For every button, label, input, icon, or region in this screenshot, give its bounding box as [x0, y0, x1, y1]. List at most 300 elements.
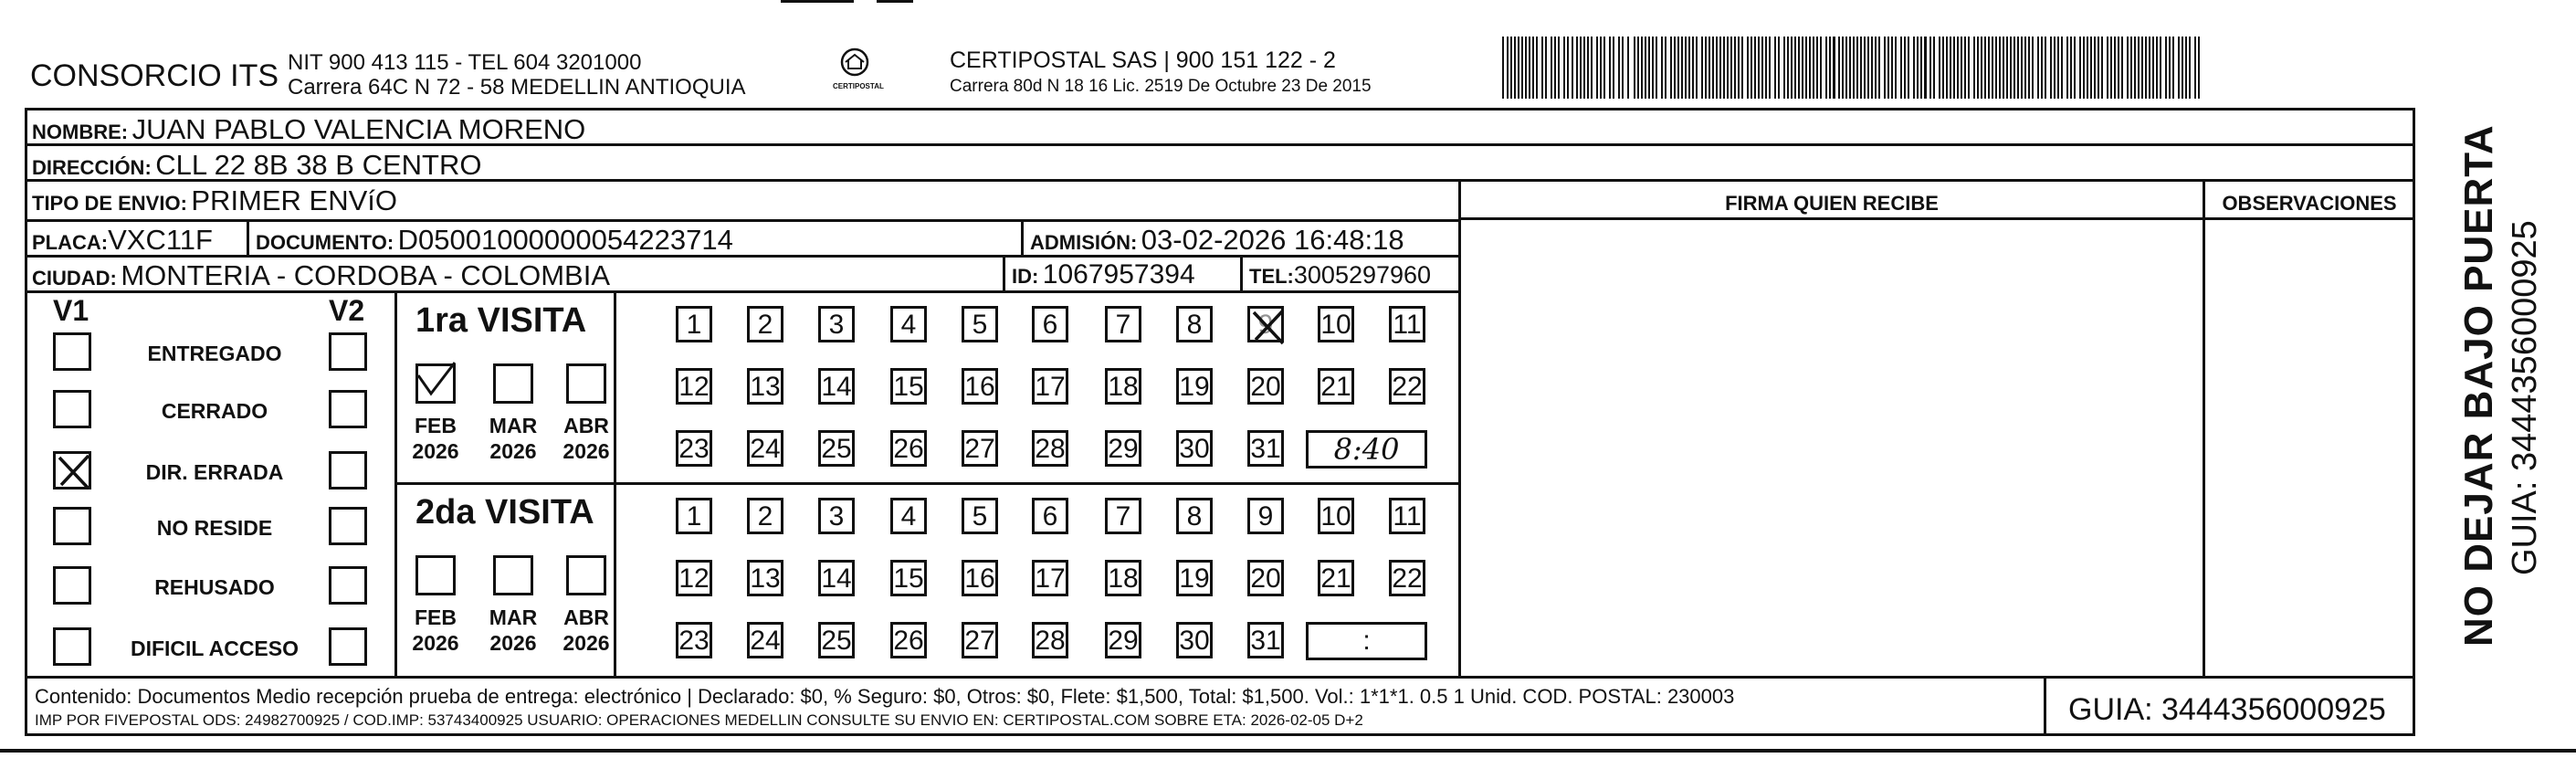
time-handwritten: 8:40 [1333, 432, 1400, 467]
ciudad-row [32, 259, 610, 292]
day-checkbox[interactable] [1105, 498, 1141, 534]
day-checkbox[interactable] [818, 306, 855, 342]
barcode-bar [1953, 37, 1955, 99]
barcode-bar [2172, 37, 2174, 99]
barcode-bar [2070, 37, 2072, 99]
v2-checkbox[interactable] [329, 507, 367, 545]
visit-title: 1ra VISITA [415, 301, 587, 340]
barcode-bar [2098, 37, 2099, 99]
barcode-bar [1541, 37, 1543, 99]
month-checkbox[interactable] [566, 555, 606, 595]
day-checkbox[interactable] [818, 622, 855, 658]
barcode-bar [1774, 37, 1776, 99]
day-number: 3 [828, 310, 845, 340]
day-number: 25 [821, 434, 852, 464]
month-label [481, 413, 545, 464]
day-number: 1 [686, 501, 702, 532]
day-number: 21 [1320, 372, 1351, 402]
day-number: 27 [964, 626, 995, 656]
barcode-bar [1787, 37, 1789, 99]
day-checkbox[interactable] [676, 306, 712, 342]
barcode [1502, 37, 2205, 99]
footer-col-line [2044, 676, 2046, 736]
day-checkbox[interactable] [1105, 368, 1141, 405]
barcode-bar [2010, 37, 2012, 99]
month-checkbox[interactable] [415, 555, 456, 595]
barcode-bar [1754, 37, 1756, 99]
company-nit: NIT 900 413 115 - TEL 604 3201000 [288, 50, 642, 75]
barcode-bar [1563, 37, 1565, 99]
day-checkbox[interactable] [1176, 498, 1213, 534]
day-number: 16 [964, 372, 995, 402]
day-number: 24 [750, 434, 781, 464]
barcode-bar [1514, 37, 1516, 99]
barcode-bar [1933, 37, 1935, 99]
day-number: 22 [1392, 563, 1423, 594]
barcode-bar [1692, 37, 1694, 99]
barcode-bar [1665, 37, 1667, 99]
month-name: MAR [489, 605, 538, 629]
barcode-bar [1716, 37, 1718, 99]
day-number: 17 [1035, 563, 1066, 594]
barcode-bar [1738, 37, 1740, 99]
day-number: 11 [1393, 310, 1422, 340]
barcode-bar [1730, 37, 1732, 99]
month-year: 2026 [412, 439, 459, 463]
barcode-bar [1627, 37, 1629, 99]
day-checkbox[interactable] [1318, 560, 1354, 596]
barcode-bar [1709, 37, 1710, 99]
v1-checkbox[interactable] [53, 566, 91, 605]
barcode-bar [1860, 37, 1862, 99]
barcode-bar [1685, 37, 1687, 99]
barcode-bar [1688, 37, 1690, 99]
documento-label: DOCUMENTO: [256, 231, 394, 254]
barcode-bar [2169, 37, 2171, 99]
barcode-bar [2079, 37, 2081, 99]
month-label [481, 605, 545, 656]
day-checkbox[interactable] [1247, 368, 1284, 405]
day-checkbox[interactable] [747, 622, 783, 658]
barcode-bar [1884, 37, 1886, 99]
day-number: 6 [1042, 501, 1058, 532]
documento-value: D05001000000054223714 [397, 224, 733, 256]
footer-line [25, 676, 2415, 679]
barcode-bar [1521, 37, 1523, 99]
barcode-bar [2198, 37, 2200, 99]
barcode-bar [1917, 37, 1919, 99]
bottom-edge [0, 749, 2576, 753]
barcode-bar [1984, 37, 1986, 99]
day-number: 10 [1320, 501, 1351, 532]
barcode-bar [1622, 37, 1624, 99]
barcode-bar [1891, 37, 1893, 99]
barcode-bar [1618, 37, 1620, 99]
barcode-bar [2021, 37, 2023, 99]
month-label [554, 605, 618, 656]
v2-checkbox[interactable] [329, 627, 367, 666]
barcode-bar [2130, 37, 2132, 99]
placa-value: VXC11F [108, 224, 213, 256]
day-number: 18 [1108, 372, 1139, 402]
day-checkbox[interactable] [1176, 560, 1213, 596]
placa-label: PLACA: [32, 231, 109, 254]
barcode-bar [1968, 37, 1970, 99]
day-number: 11 [1393, 501, 1422, 532]
barcode-bar [1661, 37, 1663, 99]
direccion-row [32, 149, 481, 182]
barcode-bar [1973, 37, 1975, 99]
barcode-bar [1913, 37, 1915, 99]
barcode-bar [1674, 37, 1676, 99]
day-checkbox[interactable] [962, 430, 998, 467]
day-checkbox[interactable] [1032, 430, 1068, 467]
day-number: 13 [750, 372, 781, 402]
barcode-bar [1820, 37, 1822, 99]
day-checkbox[interactable] [890, 622, 927, 658]
barcode-bar [1723, 37, 1725, 99]
day-number: 6 [1042, 310, 1058, 340]
month-year: 2026 [563, 631, 610, 655]
barcode-bar [2024, 37, 2026, 99]
day-checkbox[interactable] [1176, 622, 1213, 658]
barcode-bar [2090, 37, 2092, 99]
barcode-bar [2037, 37, 2039, 99]
day-number: 16 [964, 563, 995, 594]
barcode-bar [1816, 37, 1818, 99]
day-checkbox[interactable] [1176, 430, 1213, 467]
day-checkbox[interactable] [818, 560, 855, 596]
documento-row [256, 224, 733, 257]
day-number: 29 [1108, 434, 1139, 464]
col-line [1021, 219, 1024, 256]
barcode-bar [1920, 37, 1922, 99]
barcode-bar [1591, 37, 1593, 99]
barcode-bar [2107, 37, 2108, 99]
month-checkbox[interactable] [493, 555, 533, 595]
barcode-bar [2138, 37, 2140, 99]
barcode-bar [1977, 37, 1979, 99]
month-checkbox[interactable] [493, 363, 533, 404]
col-line [1458, 179, 1461, 678]
barcode-bar [1532, 37, 1534, 99]
barcode-bar [1842, 37, 1844, 99]
barcode-bar [2121, 37, 2123, 99]
barcode-bar [2134, 37, 2136, 99]
day-checkbox[interactable] [747, 498, 783, 534]
day-checkbox[interactable] [747, 368, 783, 405]
day-checkbox[interactable] [1247, 498, 1284, 534]
barcode-bar [1805, 37, 1807, 99]
day-number: 19 [1179, 372, 1210, 402]
barcode-bar [1992, 37, 1993, 99]
barcode-bar [2006, 37, 2008, 99]
logo-text: CERTIPOSTAL [833, 82, 884, 90]
barcode-bar [1510, 37, 1512, 99]
time-box[interactable] [1306, 622, 1427, 660]
v2-checkbox[interactable] [329, 390, 367, 428]
day-checkbox[interactable] [818, 498, 855, 534]
day-checkbox[interactable] [1247, 560, 1284, 596]
day-number: 25 [821, 626, 852, 656]
day-checkbox[interactable] [747, 430, 783, 467]
day-checkbox[interactable] [890, 306, 927, 342]
barcode-bar [1988, 37, 1990, 99]
barcode-bar [1904, 37, 1906, 99]
company-address: Carrera 64C N 72 - 58 MEDELLIN ANTIOQUIA [288, 75, 746, 100]
day-number: 27 [964, 434, 995, 464]
barcode-bar [2045, 37, 2046, 99]
month-checkbox[interactable] [566, 363, 606, 404]
time-box[interactable] [1306, 430, 1427, 468]
day-number: 23 [678, 626, 710, 656]
day-checkbox[interactable] [747, 560, 783, 596]
day-checkbox[interactable] [818, 430, 855, 467]
day-checkbox[interactable] [1318, 306, 1354, 342]
id-row [1012, 259, 1195, 290]
barcode-bar [1576, 37, 1578, 99]
day-number: 9 [1257, 310, 1274, 340]
barcode-bar [1712, 37, 1714, 99]
month-label [554, 413, 618, 464]
day-number: 4 [900, 501, 917, 532]
barcode-bar [1580, 37, 1582, 99]
barcode-bar [1572, 37, 1573, 99]
barcode-bar [1741, 37, 1743, 99]
month-name: ABR [563, 414, 609, 437]
certipostal-nit: CERTIPOSTAL SAS | 900 151 122 - 2 [950, 47, 1336, 73]
footer-contenido: Contenido: Documentos Medio recepción prueba de entrega: electrónico | Declarado: $0, % Seguro: $0, Otros: $0, Flete: $1,500, Total: $1,500. Vol.: 1*1*1. 0.5 1 Unid. COD. POSTAL: 230003 [35, 685, 1735, 708]
barcode-bar [2041, 37, 2043, 99]
day-checkbox[interactable] [1389, 560, 1425, 596]
day-number: 5 [972, 310, 988, 340]
v1-checkbox[interactable] [53, 507, 91, 545]
day-checkbox[interactable] [1247, 430, 1284, 467]
barcode-bar [1645, 37, 1646, 99]
day-checkbox[interactable] [676, 560, 712, 596]
time-placeholder: : [1362, 626, 1371, 656]
barcode-bar [1871, 37, 1873, 99]
day-checkbox[interactable] [1032, 622, 1068, 658]
day-checkbox[interactable] [1032, 498, 1068, 534]
barcode-bar [1825, 37, 1827, 99]
barcode-bar [2054, 37, 2056, 99]
barcode-bar [1813, 37, 1814, 99]
month-year: 2026 [489, 439, 537, 463]
barcode-bar [1833, 37, 1835, 99]
barcode-bar [2149, 37, 2150, 99]
month-name: ABR [563, 605, 609, 629]
month-year: 2026 [489, 631, 537, 655]
day-checkbox[interactable] [962, 368, 998, 405]
day-checkbox[interactable] [1032, 560, 1068, 596]
day-number: 10 [1320, 310, 1351, 340]
day-checkbox[interactable] [1105, 430, 1141, 467]
day-checkbox[interactable] [676, 622, 712, 658]
v1-checkbox[interactable] [53, 332, 91, 371]
day-number: 30 [1179, 434, 1210, 464]
day-checkbox[interactable] [1318, 498, 1354, 534]
barcode-bar [2127, 37, 2129, 99]
barcode-bar [1734, 37, 1736, 99]
visit-title: 2da VISITA [415, 493, 594, 532]
day-number: 1 [686, 310, 702, 340]
barcode-bar [1981, 37, 1982, 99]
barcode-bar [1887, 37, 1889, 99]
day-number: 12 [678, 372, 710, 402]
barcode-bar [1536, 37, 1538, 99]
barcode-bar [1596, 37, 1598, 99]
day-checkbox[interactable] [1105, 560, 1141, 596]
barcode-bar [2017, 37, 2019, 99]
col-line [247, 219, 249, 256]
barcode-bar [2110, 37, 2112, 99]
day-number: 28 [1035, 626, 1066, 656]
direccion-value: CLL 22 8B 38 B CENTRO [155, 149, 482, 181]
day-number: 4 [900, 310, 917, 340]
day-checkbox[interactable] [1389, 498, 1425, 534]
day-checkbox[interactable] [676, 498, 712, 534]
nombre-label: NOMBRE: [32, 121, 129, 143]
barcode-bar [1551, 37, 1552, 99]
day-number: 20 [1250, 372, 1281, 402]
day-checkbox[interactable] [747, 306, 783, 342]
day-checkbox[interactable] [962, 560, 998, 596]
tipo-label: TIPO DE ENVIO: [32, 192, 187, 215]
barcode-bar [1995, 37, 1997, 99]
barcode-bar [1525, 37, 1527, 99]
day-number: 14 [821, 563, 852, 594]
day-number: 15 [893, 372, 924, 402]
day-number: 23 [678, 434, 710, 464]
barcode-bar [2101, 37, 2103, 99]
barcode-bar [2094, 37, 2096, 99]
barcode-bar [1705, 37, 1707, 99]
day-checkbox[interactable] [890, 368, 927, 405]
day-checkbox[interactable] [676, 430, 712, 467]
day-checkbox[interactable] [1176, 368, 1213, 405]
barcode-bar [1727, 37, 1729, 99]
guia-vertical: GUIA: 3444356000925 [2506, 220, 2544, 575]
day-checkbox[interactable] [962, 498, 998, 534]
month-name: MAR [489, 414, 538, 437]
v1-checkbox[interactable] [53, 627, 91, 666]
day-checkbox[interactable] [818, 368, 855, 405]
barcode-bar [1758, 37, 1760, 99]
day-number: 9 [1257, 501, 1274, 532]
day-checkbox[interactable] [962, 306, 998, 342]
nombre-row [32, 113, 585, 146]
barcode-bar [2141, 37, 2143, 99]
barcode-bar [2013, 37, 2015, 99]
barcode-bar [1794, 37, 1796, 99]
day-checkbox[interactable] [1032, 368, 1068, 405]
barcode-bar [2003, 37, 2004, 99]
day-checkbox[interactable] [1389, 368, 1425, 405]
day-checkbox[interactable] [1032, 306, 1068, 342]
barcode-bar [1867, 37, 1869, 99]
month-label [404, 413, 468, 464]
barcode-bar [1567, 37, 1569, 99]
day-number: 28 [1035, 434, 1066, 464]
barcode-bar [2189, 37, 2191, 99]
barcode-bar [1558, 37, 1560, 99]
day-number: 22 [1392, 372, 1423, 402]
day-checkbox[interactable] [1389, 306, 1425, 342]
barcode-bar [1681, 37, 1683, 99]
day-number: 31 [1250, 434, 1281, 464]
barcode-bar [1900, 37, 1902, 99]
barcode-bar [1875, 37, 1877, 99]
col-line [1240, 255, 1243, 291]
barcode-bar [1783, 37, 1785, 99]
v1-checkbox[interactable] [53, 390, 91, 428]
day-checkbox[interactable] [890, 498, 927, 534]
day-checkbox[interactable] [1105, 622, 1141, 658]
barcode-bar [1778, 37, 1780, 99]
v2-label: V2 [329, 294, 365, 327]
day-number: 8 [1186, 501, 1203, 532]
top-mark [877, 0, 913, 3]
day-checkbox[interactable] [1247, 306, 1284, 342]
day-number: 5 [972, 501, 988, 532]
barcode-bar [1751, 37, 1752, 99]
barcode-bar [1942, 37, 1944, 99]
barcode-bar [1641, 37, 1643, 99]
day-number: 30 [1179, 626, 1210, 656]
month-checkbox[interactable] [415, 363, 456, 404]
day-checkbox[interactable] [1176, 306, 1213, 342]
day-number: 13 [750, 563, 781, 594]
barcode-bar [1747, 37, 1749, 99]
day-checkbox[interactable] [1318, 368, 1354, 405]
v2-checkbox[interactable] [329, 451, 367, 490]
day-checkbox[interactable] [890, 560, 927, 596]
day-checkbox[interactable] [890, 430, 927, 467]
day-number: 20 [1250, 563, 1281, 594]
day-number: 18 [1108, 563, 1139, 594]
v2-checkbox[interactable] [329, 566, 367, 605]
day-number: 17 [1035, 372, 1066, 402]
barcode-bar [1609, 37, 1611, 99]
barcode-bar [2160, 37, 2161, 99]
certipostal-logo [833, 47, 884, 92]
day-checkbox[interactable] [1105, 306, 1141, 342]
barcode-bar [2152, 37, 2154, 99]
barcode-bar [1761, 37, 1763, 99]
barcode-bar [2178, 37, 2180, 99]
barcode-bar [1864, 37, 1866, 99]
barcode-bar [2061, 37, 2063, 99]
tipo-value: PRIMER ENVíO [191, 184, 398, 216]
v2-checkbox[interactable] [329, 332, 367, 371]
id-value: 1067957394 [1042, 259, 1195, 290]
v1-checkbox[interactable] [53, 451, 91, 490]
barcode-bar [1656, 37, 1657, 99]
v1-label: V1 [53, 294, 89, 327]
barcode-bar [1950, 37, 1951, 99]
barcode-bar [1518, 37, 1519, 99]
barcode-bar [2118, 37, 2119, 99]
day-checkbox[interactable] [962, 622, 998, 658]
day-checkbox[interactable] [1247, 622, 1284, 658]
barcode-bar [1961, 37, 1962, 99]
barcode-bar [1939, 37, 1940, 99]
day-number: 7 [1115, 310, 1131, 340]
day-checkbox[interactable] [676, 368, 712, 405]
visit-divider [394, 482, 1459, 485]
direccion-label: DIRECCIÓN: [32, 156, 152, 179]
